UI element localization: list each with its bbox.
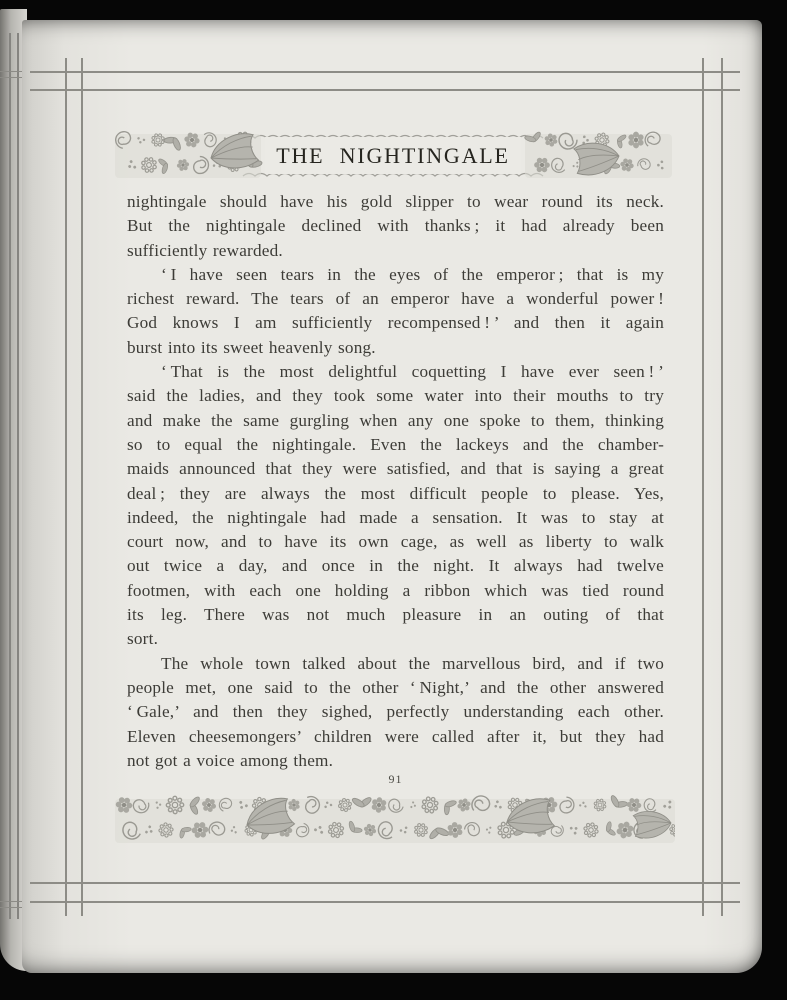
page-number: 91 bbox=[388, 772, 403, 786]
header-ornament-band bbox=[115, 130, 672, 182]
frame-rule-left-inner bbox=[81, 58, 83, 916]
frame-rule-left-outer bbox=[65, 58, 67, 916]
text-line: its leg. There was not much pleasure in an outing of that bbox=[127, 605, 664, 625]
chapter-title: THE NIGHTINGALE bbox=[265, 137, 521, 174]
text-line: sufficiently rewarded. bbox=[127, 240, 283, 260]
text-line: not got a voice among them. bbox=[127, 750, 334, 770]
text-line: nightingale should have his gold slipper to wear round its neck. bbox=[127, 192, 664, 211]
text-line: court now, and to have its own cage, as well as liberty to walk bbox=[127, 532, 664, 552]
text-line: ‘ Gale,’ and then they sighed, perfectly understanding each other. bbox=[127, 702, 664, 722]
text-line: richest reward. The tears of an emperor have a wonderful power ! bbox=[127, 289, 664, 309]
text-line: indeed, the nightingale had made a sensation. It was to stay at bbox=[127, 507, 664, 527]
frame-rule-bottom-outer bbox=[30, 901, 740, 903]
text-line: ‘ That is the most delightful coquetting I have ever seen ! ’ bbox=[161, 362, 664, 382]
text-line: sort. bbox=[127, 629, 159, 649]
text-line: maids announced that they were satisfied, and that is saying a great bbox=[127, 459, 664, 479]
text-line: so to equal the nightingale. Even the lackeys and the chamber- bbox=[127, 434, 664, 454]
text-line: out twice a day, and once in the night. It always had twelve bbox=[127, 556, 664, 576]
frame-rule-top-outer bbox=[30, 71, 740, 73]
frame-rule-right-inner bbox=[702, 58, 704, 916]
footer-floral-ornament-icon bbox=[115, 795, 675, 843]
text-line: footmen, with each one holding a ribbon which was tied round bbox=[127, 580, 664, 600]
frame-rule-bottom-inner bbox=[30, 882, 740, 884]
page-edge-line bbox=[17, 33, 19, 919]
text-line: and make the same gurgling when any one spoke to them, thinking bbox=[127, 410, 664, 430]
text-line: people met, one said to the other ‘ Night,’ and the other answered bbox=[127, 677, 664, 697]
story-text bbox=[127, 190, 664, 773]
frame-rule-right-outer bbox=[721, 58, 723, 916]
text-line: deal ; they are always the most difficult people to please. Yes, bbox=[127, 483, 664, 503]
text-line: ‘ I have seen tears in the eyes of the emperor ; that is my bbox=[161, 264, 664, 284]
page-edge-line bbox=[9, 33, 11, 919]
text-line: said the ladies, and they took some water into their mouths to try bbox=[127, 386, 664, 406]
text-line: God knows I am sufficiently recompensed ! ’ and then it again bbox=[127, 313, 664, 333]
text-line: The whole town talked about the marvellous bird, and if two bbox=[161, 653, 664, 673]
footer-ornament-band bbox=[115, 795, 675, 843]
frame-rule-top-inner bbox=[30, 89, 740, 91]
text-line: But the nightingale declined with thanks ; it had already been bbox=[127, 216, 664, 236]
text-line: Eleven cheesemongers’ children were called after it, but they had bbox=[127, 726, 664, 746]
book-page bbox=[22, 20, 762, 973]
text-line: burst into its sweet heavenly song. bbox=[127, 337, 376, 357]
